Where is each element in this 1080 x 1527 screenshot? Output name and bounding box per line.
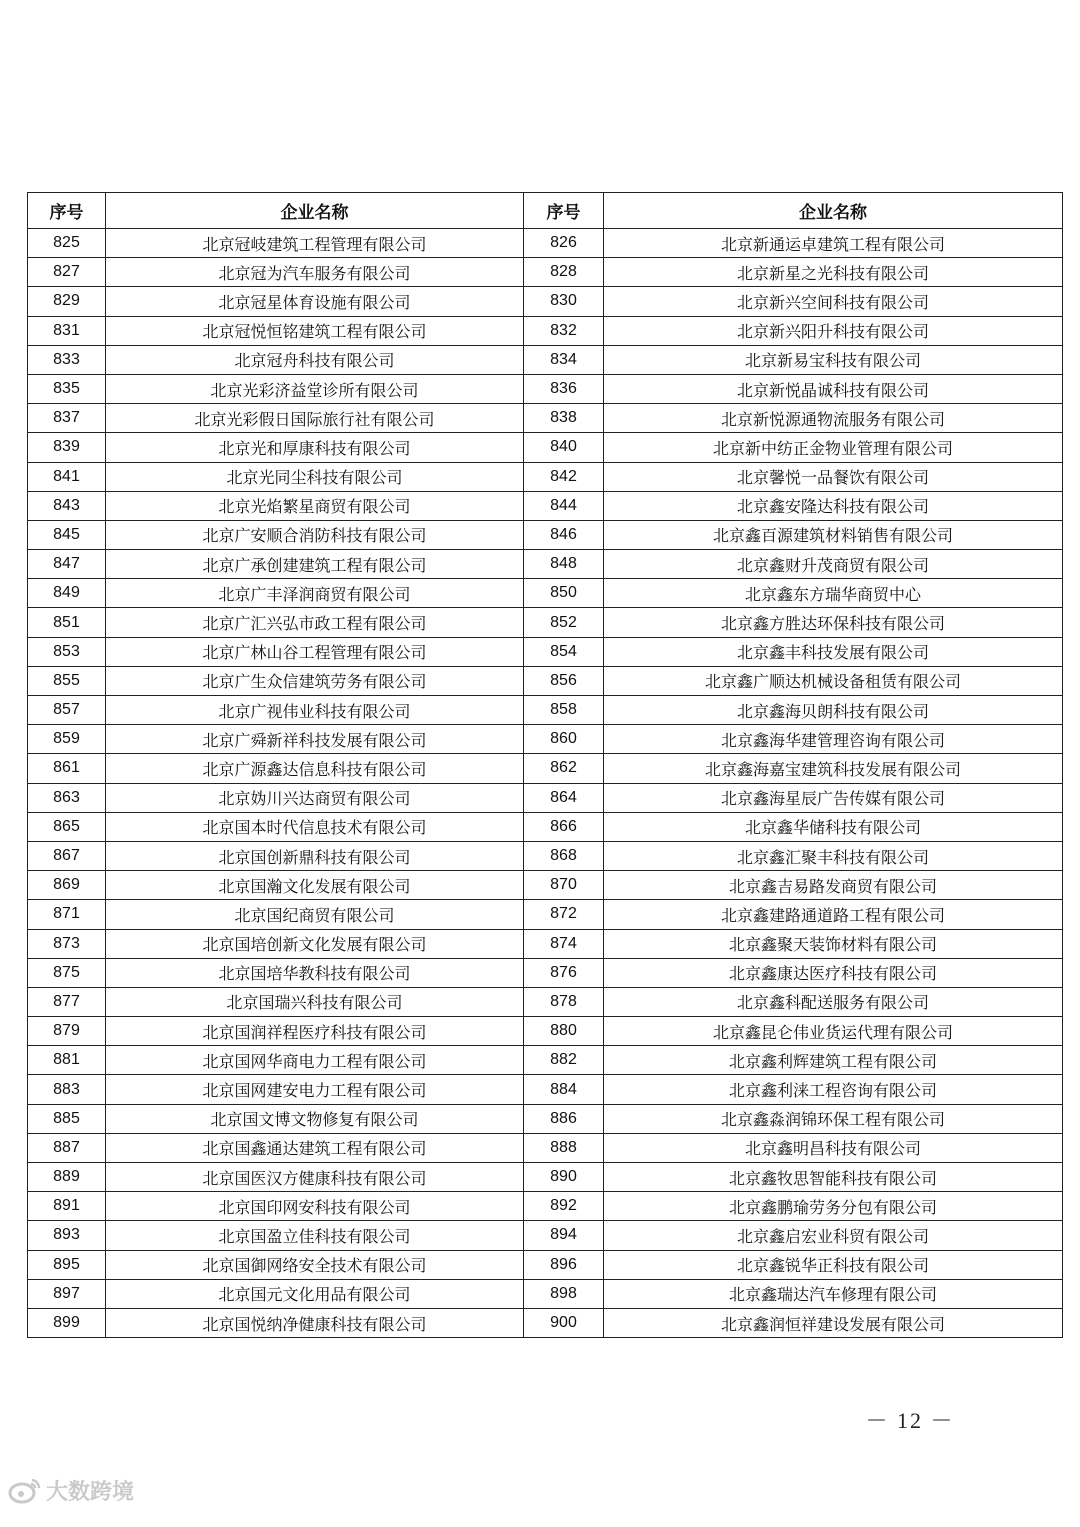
seq-right: 838 xyxy=(524,404,604,433)
company-right: 北京鑫淼润锦环保工程有限公司 xyxy=(604,1104,1063,1133)
watermark-text: 大数跨境 xyxy=(46,1479,135,1505)
company-left: 北京国元文化用品有限公司 xyxy=(106,1279,524,1308)
seq-right: 886 xyxy=(524,1104,604,1133)
company-right: 北京鑫财升茂商贸有限公司 xyxy=(604,550,1063,579)
company-left: 北京国培创新文化发展有限公司 xyxy=(106,929,524,958)
seq-right: 848 xyxy=(524,550,604,579)
table-row xyxy=(28,637,1063,666)
seq-right: 856 xyxy=(524,666,604,695)
company-right: 北京新兴阳升科技有限公司 xyxy=(604,316,1063,345)
company-right: 北京鑫润恒祥建设发展有限公司 xyxy=(604,1308,1063,1337)
seq-left: 829 xyxy=(28,287,106,316)
table-row xyxy=(28,812,1063,841)
company-left: 北京国本时代信息技术有限公司 xyxy=(106,812,524,841)
header-seq-left: 序号 xyxy=(28,193,106,229)
company-left: 北京国纪商贸有限公司 xyxy=(106,900,524,929)
seq-right: 832 xyxy=(524,316,604,345)
company-right: 北京鑫海华建管理咨询有限公司 xyxy=(604,725,1063,754)
company-right: 北京鑫丰科技发展有限公司 xyxy=(604,637,1063,666)
table-row xyxy=(28,1192,1063,1221)
company-right: 北京鑫明昌科技有限公司 xyxy=(604,1133,1063,1162)
table-row xyxy=(28,258,1063,287)
seq-left: 897 xyxy=(28,1279,106,1308)
table-row xyxy=(28,287,1063,316)
company-right: 北京鑫启宏业科贸有限公司 xyxy=(604,1221,1063,1250)
table-row xyxy=(28,958,1063,987)
seq-left: 847 xyxy=(28,550,106,579)
company-right: 北京鑫建路通道路工程有限公司 xyxy=(604,900,1063,929)
company-left: 北京国鑫通达建筑工程有限公司 xyxy=(106,1133,524,1162)
header-name-right: 企业名称 xyxy=(604,193,1063,229)
company-left: 北京广源鑫达信息科技有限公司 xyxy=(106,754,524,783)
company-left: 北京广林山谷工程管理有限公司 xyxy=(106,637,524,666)
seq-left: 839 xyxy=(28,433,106,462)
seq-left: 863 xyxy=(28,783,106,812)
seq-left: 855 xyxy=(28,666,106,695)
seq-left: 861 xyxy=(28,754,106,783)
seq-left: 833 xyxy=(28,345,106,374)
company-left: 北京国悦纳净健康科技有限公司 xyxy=(106,1308,524,1337)
company-right: 北京鑫海星辰广告传媒有限公司 xyxy=(604,783,1063,812)
table-row xyxy=(28,1133,1063,1162)
seq-right: 842 xyxy=(524,462,604,491)
table-row xyxy=(28,404,1063,433)
company-left: 北京冠星体育设施有限公司 xyxy=(106,287,524,316)
seq-left: 895 xyxy=(28,1250,106,1279)
company-left: 北京妫川兴达商贸有限公司 xyxy=(106,783,524,812)
seq-right: 854 xyxy=(524,637,604,666)
company-left: 北京国盈立佳科技有限公司 xyxy=(106,1221,524,1250)
seq-left: 883 xyxy=(28,1075,106,1104)
seq-left: 865 xyxy=(28,812,106,841)
table-row xyxy=(28,725,1063,754)
seq-right: 858 xyxy=(524,696,604,725)
seq-right: 882 xyxy=(524,1046,604,1075)
company-left: 北京国网华商电力工程有限公司 xyxy=(106,1046,524,1075)
company-left: 北京冠为汽车服务有限公司 xyxy=(106,258,524,287)
seq-right: 876 xyxy=(524,958,604,987)
company-left: 北京广承创建建筑工程有限公司 xyxy=(106,550,524,579)
seq-right: 872 xyxy=(524,900,604,929)
company-left: 北京冠悦恒铭建筑工程有限公司 xyxy=(106,316,524,345)
seq-left: 879 xyxy=(28,1017,106,1046)
seq-left: 875 xyxy=(28,958,106,987)
seq-right: 866 xyxy=(524,812,604,841)
seq-left: 831 xyxy=(28,316,106,345)
table-row xyxy=(28,1250,1063,1279)
seq-right: 828 xyxy=(524,258,604,287)
company-left: 北京国创新鼎科技有限公司 xyxy=(106,841,524,870)
seq-left: 841 xyxy=(28,462,106,491)
seq-right: 896 xyxy=(524,1250,604,1279)
seq-right: 852 xyxy=(524,608,604,637)
seq-right: 874 xyxy=(524,929,604,958)
seq-left: 893 xyxy=(28,1221,106,1250)
seq-left: 853 xyxy=(28,637,106,666)
page-number: － 12 － xyxy=(865,1408,955,1433)
table-row xyxy=(28,433,1063,462)
seq-left: 837 xyxy=(28,404,106,433)
company-left: 北京广汇兴弘市政工程有限公司 xyxy=(106,608,524,637)
seq-left: 887 xyxy=(28,1133,106,1162)
table-row xyxy=(28,550,1063,579)
seq-left: 891 xyxy=(28,1192,106,1221)
company-left: 北京广舜新祥科技发展有限公司 xyxy=(106,725,524,754)
seq-left: 843 xyxy=(28,491,106,520)
seq-right: 840 xyxy=(524,433,604,462)
company-right: 北京鑫东方瑞华商贸中心 xyxy=(604,579,1063,608)
company-left: 北京国培华教科技有限公司 xyxy=(106,958,524,987)
company-right: 北京鑫方胜达环保科技有限公司 xyxy=(604,608,1063,637)
table-row xyxy=(28,345,1063,374)
company-right: 北京鑫聚天装饰材料有限公司 xyxy=(604,929,1063,958)
company-right: 北京馨悦一品餐饮有限公司 xyxy=(604,462,1063,491)
seq-left: 885 xyxy=(28,1104,106,1133)
table-row xyxy=(28,520,1063,549)
company-left: 北京广丰泽润商贸有限公司 xyxy=(106,579,524,608)
seq-right: 878 xyxy=(524,987,604,1016)
company-right: 北京鑫海嘉宝建筑科技发展有限公司 xyxy=(604,754,1063,783)
company-left: 北京光焰繁星商贸有限公司 xyxy=(106,491,524,520)
company-right: 北京新悦源通物流服务有限公司 xyxy=(604,404,1063,433)
company-right: 北京鑫昆仑伟业货运代理有限公司 xyxy=(604,1017,1063,1046)
company-left: 北京光同尘科技有限公司 xyxy=(106,462,524,491)
table-row xyxy=(28,783,1063,812)
company-left: 北京广安顺合消防科技有限公司 xyxy=(106,520,524,549)
seq-right: 868 xyxy=(524,841,604,870)
table-row xyxy=(28,374,1063,403)
seq-right: 880 xyxy=(524,1017,604,1046)
seq-right: 862 xyxy=(524,754,604,783)
seq-right: 870 xyxy=(524,871,604,900)
table-header-row xyxy=(28,193,1063,229)
company-right: 北京新中纺正金物业管理有限公司 xyxy=(604,433,1063,462)
seq-left: 889 xyxy=(28,1163,106,1192)
company-right: 北京鑫华储科技有限公司 xyxy=(604,812,1063,841)
table-row xyxy=(28,987,1063,1016)
table-row xyxy=(28,696,1063,725)
company-right: 北京鑫百源建筑材料销售有限公司 xyxy=(604,520,1063,549)
company-right: 北京鑫鹏瑜劳务分包有限公司 xyxy=(604,1192,1063,1221)
table-row xyxy=(28,608,1063,637)
seq-left: 871 xyxy=(28,900,106,929)
company-right: 北京鑫吉易路发商贸有限公司 xyxy=(604,871,1063,900)
company-left: 北京冠岐建筑工程管理有限公司 xyxy=(106,229,524,258)
seq-left: 881 xyxy=(28,1046,106,1075)
seq-right: 890 xyxy=(524,1163,604,1192)
seq-left: 873 xyxy=(28,929,106,958)
company-left: 北京国文博文物修复有限公司 xyxy=(106,1104,524,1133)
seq-right: 884 xyxy=(524,1075,604,1104)
watermark xyxy=(8,1470,134,1510)
table-row xyxy=(28,841,1063,870)
seq-left: 845 xyxy=(28,520,106,549)
seq-left: 867 xyxy=(28,841,106,870)
company-left: 北京光彩假日国际旅行社有限公司 xyxy=(106,404,524,433)
seq-right: 898 xyxy=(524,1279,604,1308)
table-row xyxy=(28,1017,1063,1046)
seq-right: 826 xyxy=(524,229,604,258)
table-row xyxy=(28,1104,1063,1133)
company-right: 北京鑫海贝朗科技有限公司 xyxy=(604,696,1063,725)
table-row xyxy=(28,871,1063,900)
company-right: 北京鑫广顺达机械设备租赁有限公司 xyxy=(604,666,1063,695)
table-row xyxy=(28,900,1063,929)
company-left: 北京广生众信建筑劳务有限公司 xyxy=(106,666,524,695)
company-right: 北京鑫安隆达科技有限公司 xyxy=(604,491,1063,520)
table-row xyxy=(28,1279,1063,1308)
seq-left: 849 xyxy=(28,579,106,608)
company-left: 北京国医汉方健康科技有限公司 xyxy=(106,1163,524,1192)
company-right: 北京鑫科配送服务有限公司 xyxy=(604,987,1063,1016)
seq-left: 827 xyxy=(28,258,106,287)
company-left: 北京光和厚康科技有限公司 xyxy=(106,433,524,462)
company-right: 北京新通运卓建筑工程有限公司 xyxy=(604,229,1063,258)
table-row xyxy=(28,666,1063,695)
company-right: 北京鑫利涞工程咨询有限公司 xyxy=(604,1075,1063,1104)
table-row xyxy=(28,1046,1063,1075)
table-row xyxy=(28,1163,1063,1192)
company-left: 北京国御网络安全技术有限公司 xyxy=(106,1250,524,1279)
company-left: 北京国印网安科技有限公司 xyxy=(106,1192,524,1221)
company-right: 北京新星之光科技有限公司 xyxy=(604,258,1063,287)
seq-right: 844 xyxy=(524,491,604,520)
company-right: 北京鑫利辉建筑工程有限公司 xyxy=(604,1046,1063,1075)
weibo-logo-icon xyxy=(8,1476,42,1504)
table-row xyxy=(28,1075,1063,1104)
table-row xyxy=(28,929,1063,958)
seq-right: 850 xyxy=(524,579,604,608)
company-right: 北京鑫康达医疗科技有限公司 xyxy=(604,958,1063,987)
company-right: 北京鑫瑞达汽车修理有限公司 xyxy=(604,1279,1063,1308)
seq-right: 830 xyxy=(524,287,604,316)
seq-right: 836 xyxy=(524,374,604,403)
seq-right: 860 xyxy=(524,725,604,754)
header-name-left: 企业名称 xyxy=(106,193,524,229)
company-right: 北京鑫汇聚丰科技有限公司 xyxy=(604,841,1063,870)
company-right: 北京鑫锐华正科技有限公司 xyxy=(604,1250,1063,1279)
header-seq-right: 序号 xyxy=(524,193,604,229)
company-right: 北京新兴空间科技有限公司 xyxy=(604,287,1063,316)
seq-left: 859 xyxy=(28,725,106,754)
seq-right: 846 xyxy=(524,520,604,549)
seq-right: 888 xyxy=(524,1133,604,1162)
seq-right: 834 xyxy=(524,345,604,374)
company-left: 北京国瀚文化发展有限公司 xyxy=(106,871,524,900)
seq-right: 900 xyxy=(524,1308,604,1337)
table-row xyxy=(28,462,1063,491)
company-left: 北京冠舟科技有限公司 xyxy=(106,345,524,374)
seq-left: 851 xyxy=(28,608,106,637)
table-row xyxy=(28,229,1063,258)
seq-left: 857 xyxy=(28,696,106,725)
seq-right: 864 xyxy=(524,783,604,812)
company-left: 北京国瑞兴科技有限公司 xyxy=(106,987,524,1016)
company-right: 北京新悦晶诚科技有限公司 xyxy=(604,374,1063,403)
enterprise-list-table xyxy=(27,192,1063,1338)
seq-right: 894 xyxy=(524,1221,604,1250)
company-right: 北京鑫牧思智能科技有限公司 xyxy=(604,1163,1063,1192)
company-left: 北京国网建安电力工程有限公司 xyxy=(106,1075,524,1104)
company-left: 北京国润祥程医疗科技有限公司 xyxy=(106,1017,524,1046)
seq-left: 869 xyxy=(28,871,106,900)
seq-left: 825 xyxy=(28,229,106,258)
table-row xyxy=(28,1221,1063,1250)
seq-right: 892 xyxy=(524,1192,604,1221)
table-row xyxy=(28,316,1063,345)
seq-left: 835 xyxy=(28,374,106,403)
table-row xyxy=(28,491,1063,520)
table-row xyxy=(28,1308,1063,1337)
company-left: 北京广视伟业科技有限公司 xyxy=(106,696,524,725)
table-row xyxy=(28,754,1063,783)
table-row xyxy=(28,579,1063,608)
company-right: 北京新易宝科技有限公司 xyxy=(604,345,1063,374)
company-left: 北京光彩济益堂诊所有限公司 xyxy=(106,374,524,403)
seq-left: 877 xyxy=(28,987,106,1016)
seq-left: 899 xyxy=(28,1308,106,1337)
